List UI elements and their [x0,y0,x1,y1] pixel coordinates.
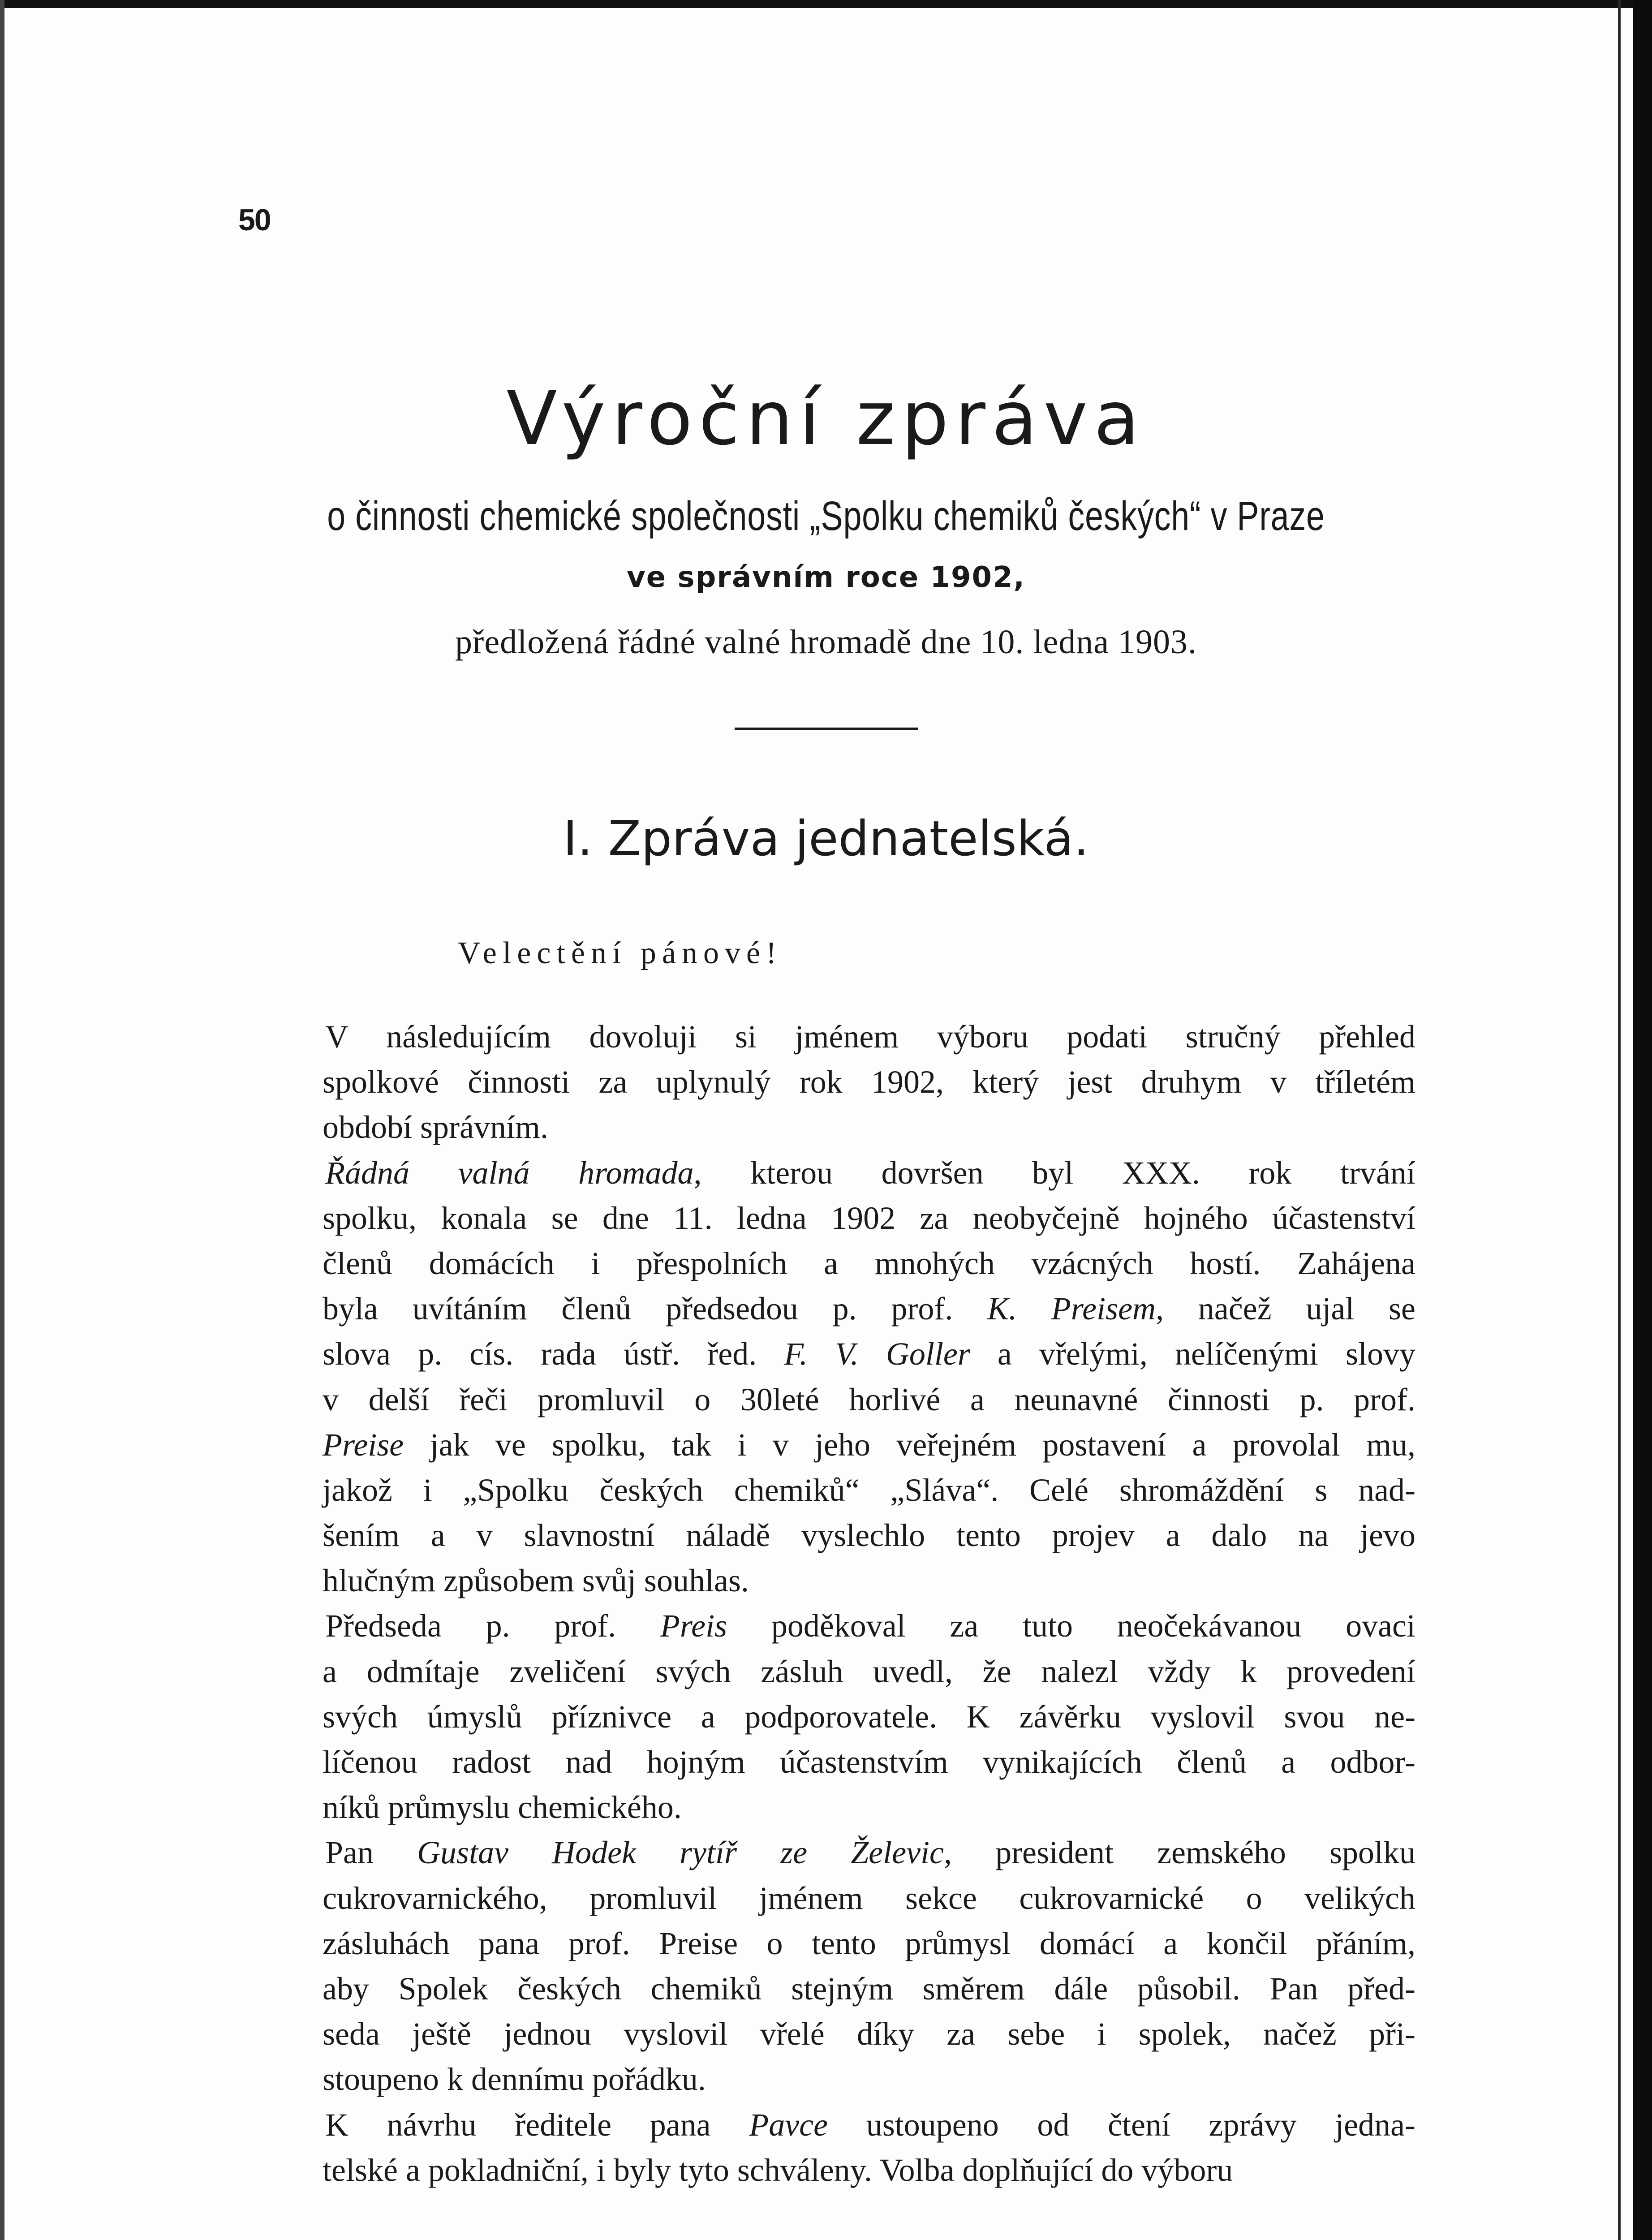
text-line [323,2057,1415,2102]
italic-name: Preise [323,1426,404,1463]
page-number: 50 [238,203,271,237]
text-segment: šením a v slavnostní náladě vyslechlo tento projev a dalo na jevo [323,1517,1415,1554]
text-line [323,1241,1415,1286]
text-line [323,1286,1415,1331]
text-segment: stoupeno k dennímu pořádku. [323,2061,706,2098]
text-line [325,1830,1415,1875]
scan-border-right-inner [1618,0,1621,2240]
text-line [325,1150,1415,1196]
salutation: Velectění pánové! [458,936,783,970]
text-segment: telské a pokladniční, i byly tyto schváleny. Volba doplňující do výboru [323,2152,1233,2188]
year-line: ve správním roce 1902, [627,561,1025,594]
section-heading: I. Zpráva jednatelská. [563,811,1089,867]
italic-name: Preis [660,1608,727,1644]
italic-name: F. V. Goller [784,1336,970,1372]
text-segment: jak ve spolku, tak i v jeho veřejném postavení a provolal mu, [404,1426,1415,1463]
text-line [323,1468,1415,1513]
text-line [323,1513,1415,1558]
text-segment: členů domácích i přespolních a mnohých vzácných hostí. Zahájena [323,1245,1415,1281]
scan-border-right [1633,0,1652,2240]
text-line [323,2148,1415,2193]
text-segment: svých úmyslů příznivce a podporovatele. K závěrku vyslovil svou ne- [323,1698,1415,1735]
text-segment: cukrovarnického, promluvil jménem sekce cukrovarnické o velikých [323,1880,1415,1916]
italic-name: K. Preisem [987,1291,1156,1327]
text-line [323,1558,1415,1603]
text-segment: aby Spolek českých chemiků stejným směrem dále působil. Pan před- [323,1970,1415,2007]
text-line [323,1422,1415,1468]
text-line [323,1377,1415,1422]
paragraph [323,1830,1415,2102]
text-segment: , kterou dovršen byl XXX. rok trvání [693,1154,1415,1191]
italic-name: Pavce [749,2106,828,2143]
italic-name: Řádná valná hromada [325,1154,694,1191]
text-segment: období správním. [323,1109,548,1146]
text-line [323,1105,1415,1150]
scan-border-left [0,0,4,2240]
text-segment: , načež ujal se [1156,1291,1415,1327]
text-segment: K návrhu ředitele pana [325,2106,749,2143]
text-segment: a vřelými, nelíčenými slovy [970,1336,1415,1372]
text-line [323,1196,1415,1241]
text-line [325,2102,1415,2148]
text-line [323,1694,1415,1740]
paragraph [323,1014,1415,1150]
text-line [323,1740,1415,1785]
text-segment: Pan [325,1835,417,1871]
text-segment: seda ještě jednou vyslovil vřelé díky za sebe i spolek, načež při- [323,2016,1415,2052]
text-line [323,1785,1415,1830]
text-segment: V následujícím dovoluji si jménem výboru podati stručný přehled [325,1019,1415,1055]
text-line [325,1603,1415,1649]
text-segment: slova p. cís. rada ústř. řed. [323,1336,784,1372]
text-segment: líčenou radost nad hojným účastenstvím vynikajících členů a odbor- [323,1744,1415,1780]
text-line [323,1876,1415,1921]
italic-name: Gustav Hodek rytíř ze Želevic [417,1835,944,1871]
text-line [323,1921,1415,1966]
text-segment: hlučným způsobem svůj souhlas. [323,1563,749,1599]
divider-rule [735,728,918,730]
text-segment: zásluhách pana prof. Preise o tento průmysl domácí a končil přáním, [323,1925,1415,1961]
text-segment: , president zemského spolku [944,1835,1416,1871]
document-subtitle: o činnosti chemické společnosti „Spolku chemiků českých“ v Praze [327,493,1325,539]
text-segment: ustoupeno od čtení zprávy jedna- [828,2106,1416,2143]
text-line [323,2012,1415,2057]
scan-border-top [0,0,1652,8]
text-segment: spolkové činnosti za uplynulý rok 1902, který jest druhym v tříletém [323,1064,1415,1100]
text-segment: Předseda p. prof. [325,1608,660,1644]
paragraph [323,2102,1415,2193]
text-segment: jakož i „Spolku českých chemiků“ „Sláva“. Celé shromáždění s nad- [323,1472,1415,1508]
text-segment: spolku, konala se dne 11. ledna 1902 za neobyčejně hojného účastenství [323,1200,1415,1236]
text-segment: poděkoval za tuto neočekávanou ovaci [727,1608,1415,1644]
text-segment: byla uvítáním členů předsedou p. prof. [323,1291,988,1327]
text-segment: níků průmyslu chemického. [323,1789,682,1826]
text-line [325,1014,1415,1060]
text-line [323,1060,1415,1105]
body-text [323,1014,1415,2193]
document-title: Výroční zpráva [506,375,1146,462]
paragraph [323,1150,1415,1604]
text-line [323,1331,1415,1377]
text-line [323,1649,1415,1694]
text-line [323,1966,1415,2012]
text-segment: v delší řeči promluvil o 30leté horlivé a neunavné činnosti p. prof. [323,1381,1415,1417]
text-segment: a odmítaje zveličení svých zásluh uvedl, že nalezl vždy k provedení [323,1653,1415,1689]
presented-line: předložená řádné valné hromadě dne 10. ledna 1903. [455,623,1197,661]
paragraph [323,1603,1415,1830]
